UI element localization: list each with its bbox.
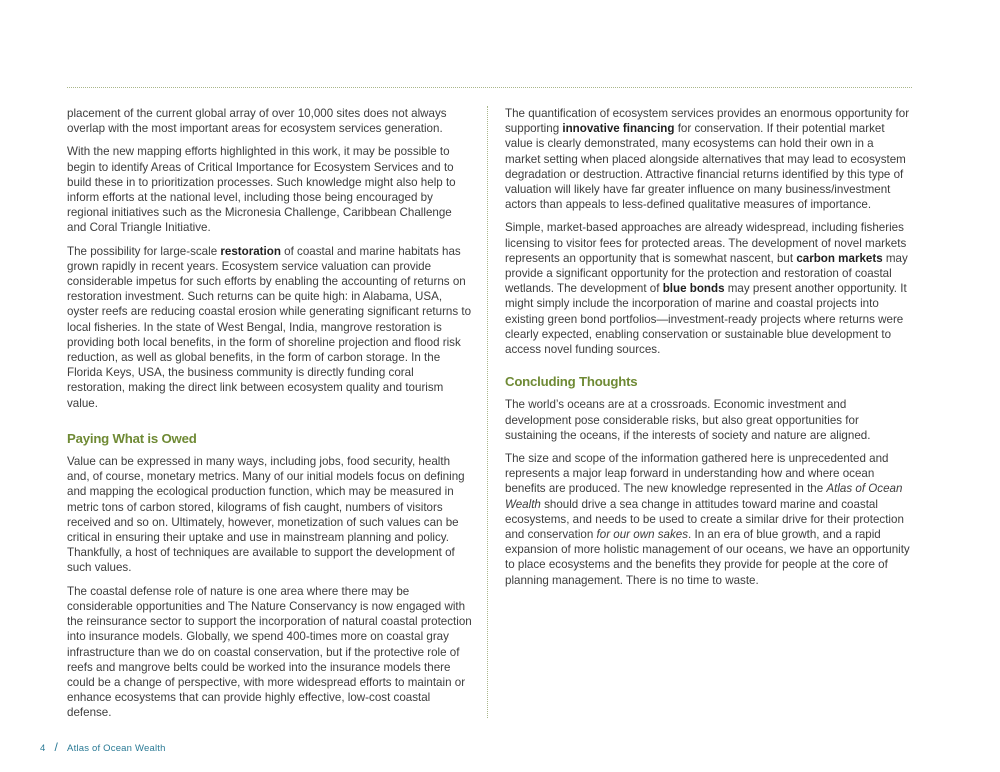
- keyword-restoration: restoration: [220, 244, 281, 258]
- page-footer: [40, 740, 166, 754]
- left-column: [67, 106, 473, 729]
- publication-title: Atlas of Ocean Wealth: [67, 743, 166, 754]
- paragraph: The coastal defense role of nature is one area where there may be considerable opportunities and The Nature Conservancy is now engaged with the reinsurance sector to support the incorporation of natural coastal protection into insurance models. Globally, we spend 400-times more on coastal gray infrastructure than we do on coastal conservation, but if the protective role of reefs and mangrove belts could be worked into the insurance models there could be a change of perspective, with more widespread efforts to maintain or enhance ecosystems that can provide highly effective, low-cost coastal defense.: [67, 584, 472, 720]
- column-divider: [487, 106, 488, 718]
- right-column: [505, 106, 911, 596]
- paragraph: With the new mapping efforts highlighted in this work, it may be possible to begin to identify Areas of Critical Importance for Ecosystem Services and to build these in to prioritization processes. Such knowledge might also help to inform efforts at the national level, including those being encouraged by regional initiatives such as the Micronesia Challenge, Caribbean Challenge and Coral Triangle Initiative.: [67, 145, 456, 235]
- italic-phrase: for our own sakes: [596, 528, 689, 542]
- paragraph: placement of the current global array of over 10,000 sites does not always overlap with the most important areas for ecosystem services generation.: [67, 107, 447, 136]
- footer-separator: /: [54, 740, 59, 754]
- section-heading-paying-what-is-owed: Paying What is Owed: [67, 430, 197, 446]
- section-heading-concluding-thoughts: Concluding Thoughts: [505, 374, 638, 390]
- page-number: 4: [40, 743, 46, 754]
- paragraph: The possibility for large-scale restoration of coastal and marine habitats has grown rapidly in recent years. Ecosystem service valuation can provide considerable impetus for such efforts by enabling the accounting of returns on restoration investment. Such returns can be quite high: in Alabama, USA, oyster reefs are reducing coastal erosion while generating significant returns to local fisheries. In the state of West Bengal, India, mangrove restoration is providing both local benefits, in the form of shoreline projection and flood risk reduction, as well as global benefits, in the form of carbon storage. In the Florida Keys, USA, the business community is directly funding coral restoration, making the direct link between ecosystem quality and tourism value.: [67, 244, 472, 410]
- paragraph: The world’s oceans are at a crossroads. Economic investment and development pose considerable risks, but also great opportunities for sustaining the oceans, if the interests of society and nature are aligned.: [505, 398, 871, 442]
- paragraph: Simple, market-based approaches are already widespread, including fisheries licensing to visitor fees for protected areas. The development of novel markets represents an opportunity that is somewhat nascent, but carbon markets may provide a significant opportunity for the protection and restoration of coastal wetlands. The development of blue bonds may present another opportunity. It might simply include the incorporation of marine and coastal projects into existing green bond portfolios—investment-ready projects where returns were clearly expected, enabling conservation or sustainable blue development to access novel funding sources.: [505, 221, 908, 357]
- paragraph: The quantification of ecosystem services provides an enormous opportunity for supporting innovative financing for conservation. If their potential market value is clearly demonstrated, many ecosystems can hold their own in a market setting when placed alongside alternatives that may lead to ecosystem degradation or destruction. Attractive financial returns identified by this type of valuation will likely have far greater influence on many business/investment actors than appeals to less-defined qualitative measures of importance.: [505, 107, 910, 212]
- keyword-blue-bonds: blue bonds: [662, 282, 725, 296]
- keyword-carbon-markets: carbon markets: [796, 251, 883, 265]
- top-divider: [67, 87, 912, 88]
- paragraph: Value can be expressed in many ways, including jobs, food security, health and, of course, monetary metrics. Many of our initial models focus on defining and mapping the ecological production function, which may be measured in metric tons of carbon stored, kilograms of fish caught, numbers of visitors received and so on. Ultimately, however, monetization of such values can be critical in ensuring their uptake and use in mainstream planning and policy. Thankfully, a host of techniques are available to support the development of such values.: [67, 455, 465, 575]
- paragraph: The size and scope of the information gathered here is unprecedented and represents a major leap forward in understanding how and where ocean benefits are produced. The new knowledge represented in the Atlas of Ocean Wealth should drive a sea change in attitudes toward marine and coastal ecosystems, and needs to be used to create a similar drive for their protection and conservation for our own sakes. In an era of blue growth, and a rapid expansion of more holistic management of our oceans, we have an opportunity to place ecosystems and the benefits they provide for people at the core of planning management. There is no time to waste.: [505, 452, 910, 587]
- keyword-innovative-financing: innovative financing: [562, 122, 675, 136]
- italic-atlas-title: Atlas of Ocean Wealth: [505, 482, 903, 511]
